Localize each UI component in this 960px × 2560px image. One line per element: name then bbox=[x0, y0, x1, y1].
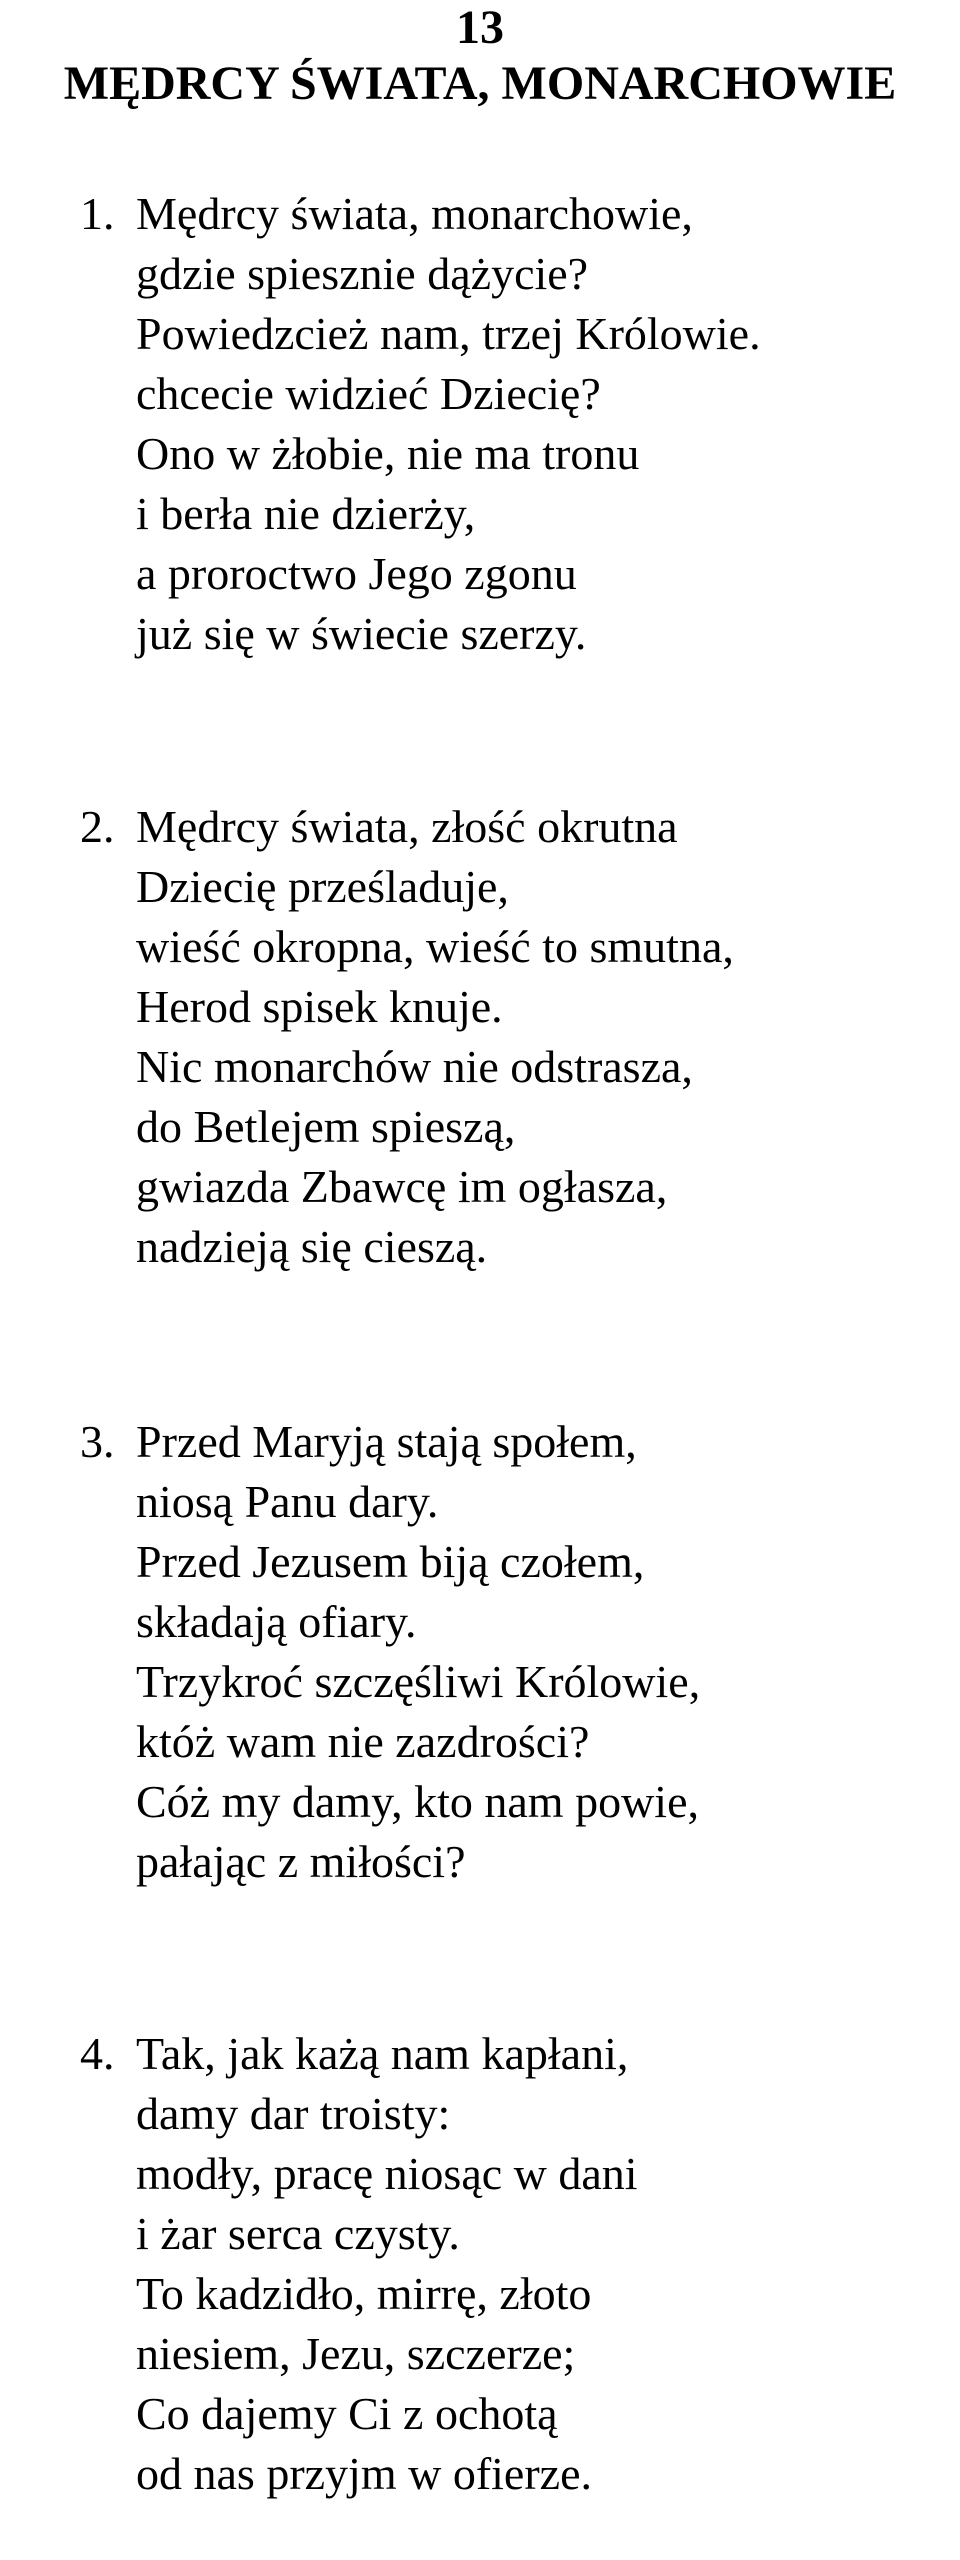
verse-line: Dziecię prześladuje, bbox=[136, 861, 509, 912]
verse-line: i berła nie dzierży, bbox=[136, 488, 476, 539]
verse-line: a proroctwo Jego zgonu bbox=[136, 548, 577, 599]
verse-line: modły, pracę niosąc w dani bbox=[136, 2148, 638, 2199]
verse-line: Mędrcy świata, monarchowie, bbox=[136, 188, 693, 239]
verse-line: chcecie widzieć Dziecię? bbox=[136, 368, 601, 419]
verse-line: Tak, jak każą nam kapłani, bbox=[136, 2028, 629, 2079]
verse-line: składają ofiary. bbox=[136, 1596, 417, 1647]
verse-line: Trzykroć szczęśliwi Królowie, bbox=[136, 1656, 701, 1707]
verse-line: Przed Jezusem biją czołem, bbox=[136, 1536, 645, 1587]
verse-line: Cóż my damy, kto nam powie, bbox=[136, 1776, 699, 1827]
verse-line: któż wam nie zazdrości? bbox=[136, 1716, 590, 1767]
stanza-number: 3. bbox=[80, 1416, 115, 1467]
verse-line: wieść okropna, wieść to smutna, bbox=[136, 921, 734, 972]
verse-line: Powiedzcież nam, trzej Królowie. bbox=[136, 308, 761, 359]
verse-line: i żar serca czysty. bbox=[136, 2208, 460, 2259]
verse-line: pałając z miłości? bbox=[136, 1836, 466, 1887]
verse-line: niesiem, Jezu, szczerze; bbox=[136, 2328, 576, 2379]
verse-line: niosą Panu dary. bbox=[136, 1476, 439, 1527]
verse-line: do Betlejem spieszą, bbox=[136, 1101, 516, 1152]
verse-line: damy dar troisty: bbox=[136, 2088, 451, 2139]
verse-line: Ono w żłobie, nie ma tronu bbox=[136, 428, 640, 479]
verse-line: od nas przyjm w ofierze. bbox=[136, 2448, 593, 2499]
verse-line: nadzieją się cieszą. bbox=[136, 1221, 488, 1272]
verse-line: Mędrcy świata, złość okrutna bbox=[136, 801, 678, 852]
stanza-number: 2. bbox=[80, 801, 115, 852]
verse-line: Przed Maryją stają społem, bbox=[136, 1416, 637, 1467]
verse-line: Herod spisek knuje. bbox=[136, 981, 503, 1032]
verse-line: już się w świecie szerzy. bbox=[136, 608, 587, 659]
stanza-number: 1. bbox=[80, 188, 115, 239]
verse-line: gdzie spiesznie dążycie? bbox=[136, 248, 589, 299]
song-title: MĘDRCY ŚWIATA, MONARCHOWIE bbox=[63, 57, 897, 110]
verse-line: gwiazda Zbawcę im ogłasza, bbox=[136, 1161, 668, 1212]
song-number: 13 bbox=[456, 1, 504, 54]
verse-line: Co dajemy Ci z ochotą bbox=[136, 2388, 558, 2439]
verse-line: Nic monarchów nie odstrasza, bbox=[136, 1041, 693, 1092]
verse-line: To kadzidło, mirrę, złoto bbox=[136, 2268, 592, 2319]
stanza-number: 4. bbox=[80, 2028, 115, 2079]
